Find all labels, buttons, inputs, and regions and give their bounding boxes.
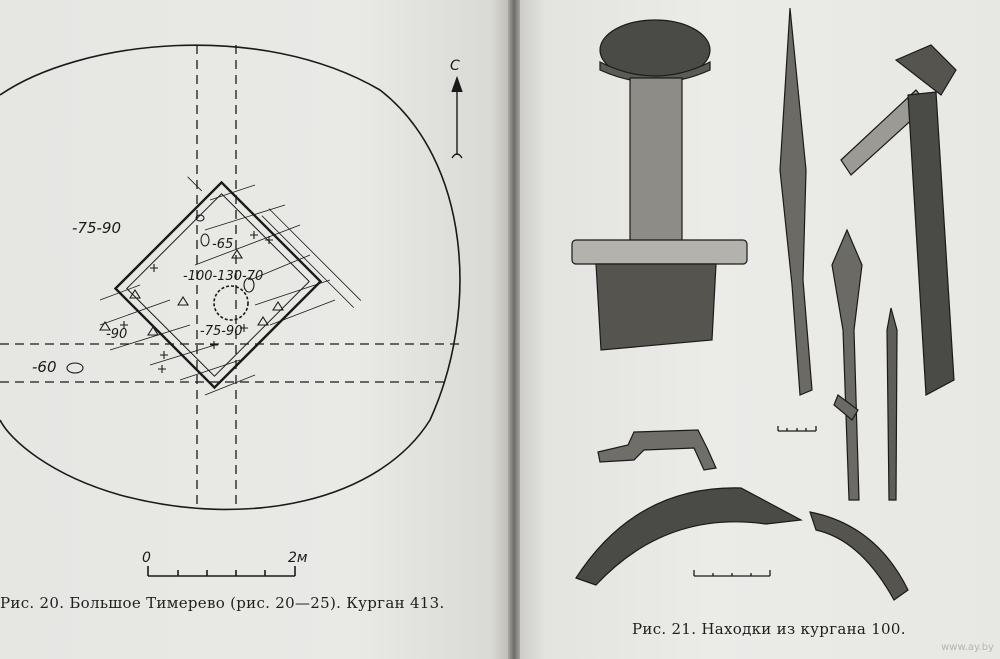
barrow-plan-figure — [0, 0, 512, 600]
grave-pit — [96, 152, 361, 417]
scale-start-label: 0 — [142, 550, 151, 566]
depth-label-outside-left: -60 — [32, 358, 57, 376]
arc-fragment-small-drawing — [810, 512, 908, 600]
arrowhead-leaf-drawing — [832, 230, 862, 500]
figure-21-caption: Рис. 21. Находки из кургана 100. — [632, 620, 906, 638]
depth-label-top-left: -75-90 — [72, 219, 121, 237]
sword-hilt-drawing — [572, 20, 747, 350]
depth-label-inner-top: -65 — [212, 237, 234, 252]
north-arrow-icon — [452, 78, 462, 158]
scale-end-label: 2м — [288, 550, 308, 566]
central-pit — [214, 286, 248, 320]
depth-label-inner-right: -75-90 — [200, 324, 243, 339]
depth-label-left-corner: -90 — [106, 327, 128, 342]
watermark: www.ay.by — [941, 642, 994, 653]
figure-20-caption: Рис. 20. Большое Тимерево (рис. 20—25). Курган 413. — [0, 594, 445, 612]
north-label: С — [450, 58, 460, 74]
scale-bar — [148, 566, 295, 576]
arrowhead-thin-drawing — [887, 308, 897, 500]
depth-label-center: -100-130-70 — [183, 269, 264, 284]
spearhead-long-drawing — [780, 8, 812, 395]
buckle-drawing — [598, 430, 716, 470]
arc-fragment-large-drawing — [576, 488, 801, 585]
finds-figure — [516, 0, 1000, 610]
axe-drawing — [841, 45, 956, 395]
